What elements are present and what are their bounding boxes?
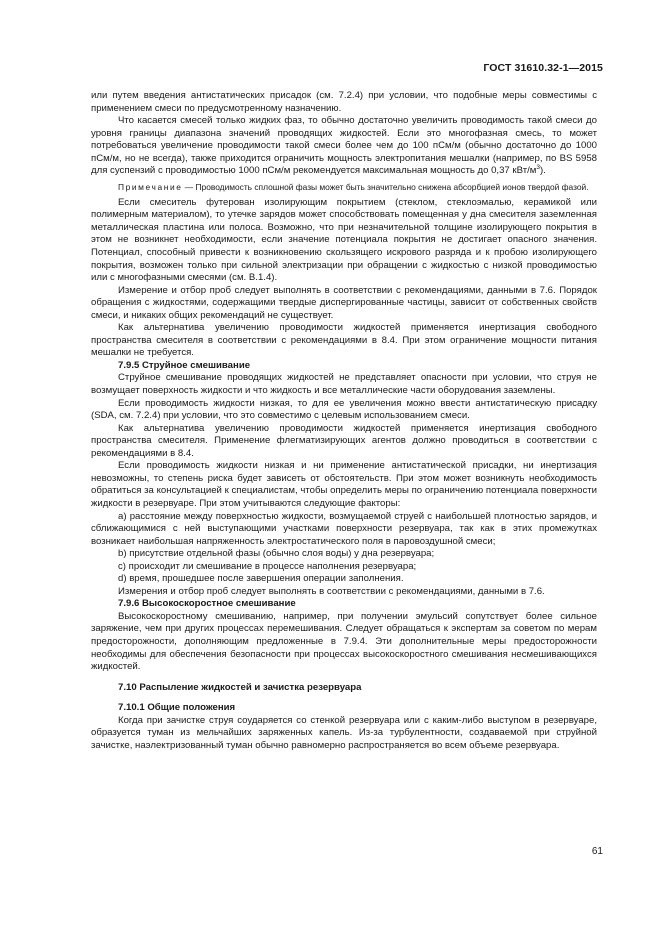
- standard-header: ГОСТ 31610.32-1—2015: [483, 62, 603, 74]
- list-item: d) время, прошедшее после завершения операции заполнения.: [118, 573, 404, 585]
- paragraph: Как альтернатива увеличению проводимости жидкостей применяется инертизация свободного пространства смесителя. Применение флегматизирующих агентов должно проводиться в соответствии с рекомендациями в 8.4.: [91, 422, 597, 459]
- paragraph: Когда при зачистке струя соударяется со стенкой резервуара или с каким-либо выступом в резервуаре, образуется туман из мельчайших заряженных капель. Из-за турбулентности, создаваемой при струйной зачистке, наэлектризованный туман обычно равномерно распространяется во всем объеме резервуара.: [91, 714, 597, 751]
- paragraph: Если смеситель футерован изолирующим покрытием (стеклом, стеклоэмалью, керамикой или полимерным материалом), то утечке зарядов может способствовать помещенная у дна смесителя заземленная металлическая пластина или полоса. Возможно, что при незначительной толщине изолирующего покрытия в этом не возникнет необходимости, если значение потенциала покрытия не достигает опасного значения. Потенциал, способный привести к возникновению скользящего искрового разряда и к пробою изолирующего покрытия, возможен только при сильной электризации при обращении с жидкостью с низкой проводимостью или с многофазными смесями (см. В.1.4).: [91, 196, 597, 284]
- paragraph: Измерение и отбор проб следует выполнять в соответствии с рекомендациями, данными в 7.6. Порядок обращения с жидкостями, содержащими твердые диспергированные частицы, зависит от собственных свойств смеси, и никаких общих рекомендаций не существует.: [91, 284, 597, 321]
- note-text: — Проводимость сплошной фазы может быть значительно снижена абсорбцией ионов твердой фазой.: [182, 181, 589, 192]
- list-item: c) происходит ли смешивание в процессе наполнения резервуара;: [118, 560, 417, 572]
- paragraph: Как альтернатива увеличению проводимости жидкостей применяется инертизация свободного пространства смесителя в соответствии с рекомендациями в 8.4. При этом ограничение мощности питания мешалки не требуется.: [91, 322, 597, 359]
- document-body: [91, 90, 597, 752]
- note-label: Примечание: [118, 181, 183, 192]
- paragraph: Измерения и отбор проб следует выполнять в соответствии с рекомендациями, данными в 7.6.: [118, 585, 545, 597]
- list-item: b) присутствие отдельной фазы (обычно слоя воды) у дна резервуара;: [118, 548, 435, 560]
- superscript: 3: [536, 164, 540, 172]
- paragraph: Струйное смешивание проводящих жидкостей не представляет опасности при условии, что струя не возмущает поверхность жидкости и что жидкость и все металлические части оборудования заземлены.: [91, 372, 597, 397]
- paragraph: Высокоскоростному смешиванию, например, при получении эмульсий сопутствует более сильное заряжение, чем при других процессах перемешивания. Следует обращаться к экспертам за советом по мерам предосторожности, дополняющим предложенные в 7.9.4. Эти дополнительные меры предосторожности необходимы для обеспечения безопасности при процессах высокоскоростного смешивания несмешивающихся жидкостей.: [91, 610, 597, 673]
- paragraph: Что касается смесей только жидких фаз, то обычно достаточно увеличить проводимость такой смеси до уровня границы диапазона значений проводящих жидкостей. Если это многофазная смесь, то может потребоваться увеличение проводимости такой смеси более чем до 100 пСм/м (обычно достаточно до 1000 пСм/м, но не всегда), также приходится ограничить мощность электропитания мешалки (например, по BS 5958 для суспензий с проводимостью 1000 пСм/м рекомендуется максимальная мощность до 0,37 кВт/$м^3$).: [91, 115, 597, 177]
- page-number: 61: [591, 846, 603, 857]
- section-heading-7-10: 7.10 Распыление жидкостей и зачистка резервуара: [118, 681, 362, 693]
- section-heading-7-9-5: 7.9.5 Струйное смешивание: [118, 359, 251, 371]
- note: [91, 182, 597, 193]
- paragraph: Если проводимость жидкости низкая, то для ее увеличения можно ввести антистатическую присадку (SDA, см. 7.2.4) при условии, что это совместимо с целевым использованием смеси.: [91, 397, 597, 422]
- section-heading-7-9-6: 7.9.6 Высокоскоростное смешивание: [118, 598, 296, 610]
- paragraph: Если проводимость жидкости низкая и ни применение антистатической присадки, ни инертизация невозможны, то степень риска будет зависеть от обстоятельств. При этом может возникнуть необходимость обратиться за консультацией к специалистам, чтобы определить меры по ограничению потенциала поверхности жидкости в резервуаре. При этом учитываются следующие факторы:: [91, 460, 597, 509]
- section-heading-7-10-1: 7.10.1 Общие положения: [118, 702, 236, 714]
- list-item: a) расстояние между поверхностью жидкости, возмущаемой струей с наибольшей плотностью зарядов, и сближающимися с ней выступающими участками поверхности резервуара, так как в этих промежутках возникает наибольшая напряженность электростатического поля в паровоздушной смеси;: [91, 510, 597, 547]
- paragraph: или путем введения антистатических присадок (см. 7.2.4) при условии, что подобные меры совместимы с применением смеси по предусмотренному назначению.: [91, 90, 597, 114]
